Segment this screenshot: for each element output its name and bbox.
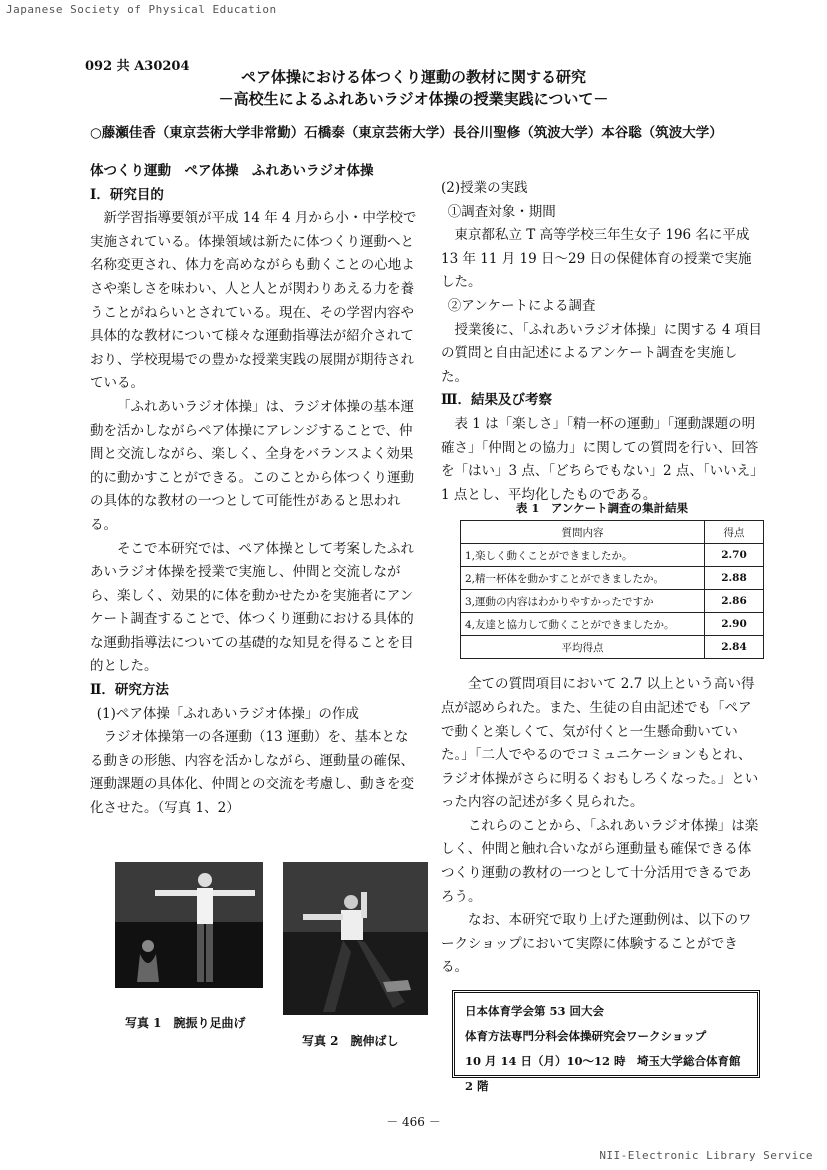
average-score-cell: 2.84	[705, 636, 764, 659]
column-header-score: 得点	[705, 521, 764, 544]
keywords: 体つくり運動 ペア体操 ふれあいラジオ体操	[90, 163, 374, 179]
table-row	[461, 613, 764, 636]
page-number: － 466 －	[386, 1115, 441, 1129]
paper-code: 092 共 A30204	[85, 59, 190, 74]
section-1-heading: Ⅰ．研究目的	[90, 186, 164, 203]
question-cell: 3,運動の内容はわかりやすかったですか	[461, 590, 705, 613]
table-header-row	[461, 521, 764, 544]
score-cell: 2.88	[705, 567, 764, 590]
table-row	[461, 544, 764, 567]
workshop-info-box	[452, 990, 760, 1093]
paragraph: ラジオ体操第一の各運動（13 運動）を、基本となる動きの形態、内容を活かしながら、運動量の確保、運動課題の具体化、仲間との交流を考慮し、動きを変化させた。（写真 1、2）	[90, 729, 414, 817]
table-average-row	[461, 636, 764, 659]
photo-2	[283, 862, 428, 1015]
workshop-line: 日本体育学会第 53 回大会	[465, 1004, 605, 1018]
question-cell: 1,楽しく動くことができましたか。	[461, 544, 705, 567]
paper-title: ペア体操における体つくり運動の教材に関する研究	[240, 68, 586, 86]
subsection-heading: ①調査対象・期間	[447, 203, 556, 220]
photo-1-figure	[115, 862, 263, 988]
author-list: ○藤瀬佳香（東京芸術大学非常勤）石橋泰（東京芸術大学）長谷川聖修（筑波大学）本谷聡（筑波大学）	[90, 125, 723, 141]
paragraph: 「ふれあいラジオ体操」は、ラジオ体操の基本運動を活かしながらペア体操にアレンジすることで、仲間と交流しながら、楽しく、全身をバランスよく効果的に動かすことができる。このことから体つくり運動の具体的な教材の一つとして可能性があると思われる。	[90, 398, 414, 533]
workshop-line: 10 月 14 日（月）10～12 時 埼玉大学総合体育館 2 階	[465, 1054, 741, 1093]
score-cell: 2.90	[705, 613, 764, 636]
paragraph: 新学習指導要領が平成 14 年 4 月から小・中学校で実施されている。体操領域は新たに体つくり運動へと名称変更され、体力を高めながらも動くことの心地よさや楽しさを味わい、人と人とが関わりあえる力を養うことがねらいとされている。現在、その学習内容や具体的な教材について様々な運動指導法が紹介されており、学校現場での豊かな授業実践の展開が期待されている。	[90, 210, 417, 392]
paragraph: これらのことから、「ふれあいラジオ体操」は楽しく、仲間と触れ合いながら運動量も確保できる体つくり運動の教材の一つとして十分活用できるであろう。	[441, 817, 759, 905]
question-cell: 4,友達と協力して動くことができましたか。	[461, 613, 705, 636]
paragraph: なお、本研究で取り上げた運動例は、以下のワークショップにおいて実際に体験することができる。	[441, 912, 752, 976]
subsection-heading: (1)ペア体操「ふれあいラジオ体操」の作成	[96, 705, 359, 722]
left-column	[90, 160, 420, 821]
paragraph: 全ての質問項目において 2.7 以上という高い得点が認められた。また、生徒の自由記述でも「ペアで動くと楽しくて、気が付くと一生懸命動いていた。」「二人でやるのでコミュニケーションもとれ、ラジオ体操がさらに明るくおもしろくなった。」といった内容の記述が多く見られた。	[441, 676, 759, 811]
section-3-heading: Ⅲ．結果及び考察	[441, 392, 552, 409]
results-table	[460, 520, 764, 659]
paragraph: 授業後に、「ふれあいラジオ体操」に関する 4 項目の質問と自由記述によるアンケート調査を実施した。	[441, 321, 762, 385]
subsection-heading: ②アンケートによる調査	[447, 297, 596, 314]
paper-subtitle: －高校生によるふれあいラジオ体操の授業実践について－	[218, 90, 609, 108]
table-row	[461, 567, 764, 590]
photo-1-caption: 写真 1 腕振り足曲げ	[125, 1016, 246, 1030]
photo-2-caption: 写真 2 腕伸ばし	[302, 1034, 399, 1048]
section-2-heading: Ⅱ．研究方法	[90, 682, 169, 699]
question-cell: 2,精一杯体を動かすことができましたか。	[461, 567, 705, 590]
paragraph: 表 1 は「楽しさ」「精一杯の運動」「運動課題の明確さ」「仲間との協力」に関しての質問を行い、回答を「はい」3 点、「どちらでもない」2 点、「いいえ」1 点とし、平均化したものである。	[441, 415, 759, 503]
paragraph: そこで本研究では、ペア体操として考案したふれあいラジオ体操を授業で実施し、仲間と交流しながら、楽しく、効果的に体を動かせたかを実施者にアンケート調査することで、体つくり運動における具体的な運動指導法についての基礎的な知見を得ることを目的とした。	[90, 540, 414, 675]
workshop-line: 体育方法専門分科会体操研究会ワークショップ	[465, 1029, 707, 1043]
library-footer: NII-Electronic Library Service	[599, 1149, 813, 1162]
average-label-cell: 平均得点	[461, 636, 705, 659]
photo-2-figure	[283, 862, 428, 1015]
score-cell: 2.86	[705, 590, 764, 613]
subsection-heading: (2)授業の実践	[441, 180, 528, 196]
table-row	[461, 590, 764, 613]
column-header-question: 質問内容	[461, 521, 705, 544]
journal-header: Japanese Society of Physical Education	[6, 3, 277, 16]
table-caption: 表 1 アンケート調査の集計結果	[515, 501, 689, 515]
score-cell: 2.70	[705, 544, 764, 567]
photo-1	[115, 862, 263, 988]
paragraph: 東京都私立 T 高等学校三年生女子 196 名に平成 13 年 11 月 19 日～29 日の保健体育の授業で実施した。	[441, 227, 752, 291]
